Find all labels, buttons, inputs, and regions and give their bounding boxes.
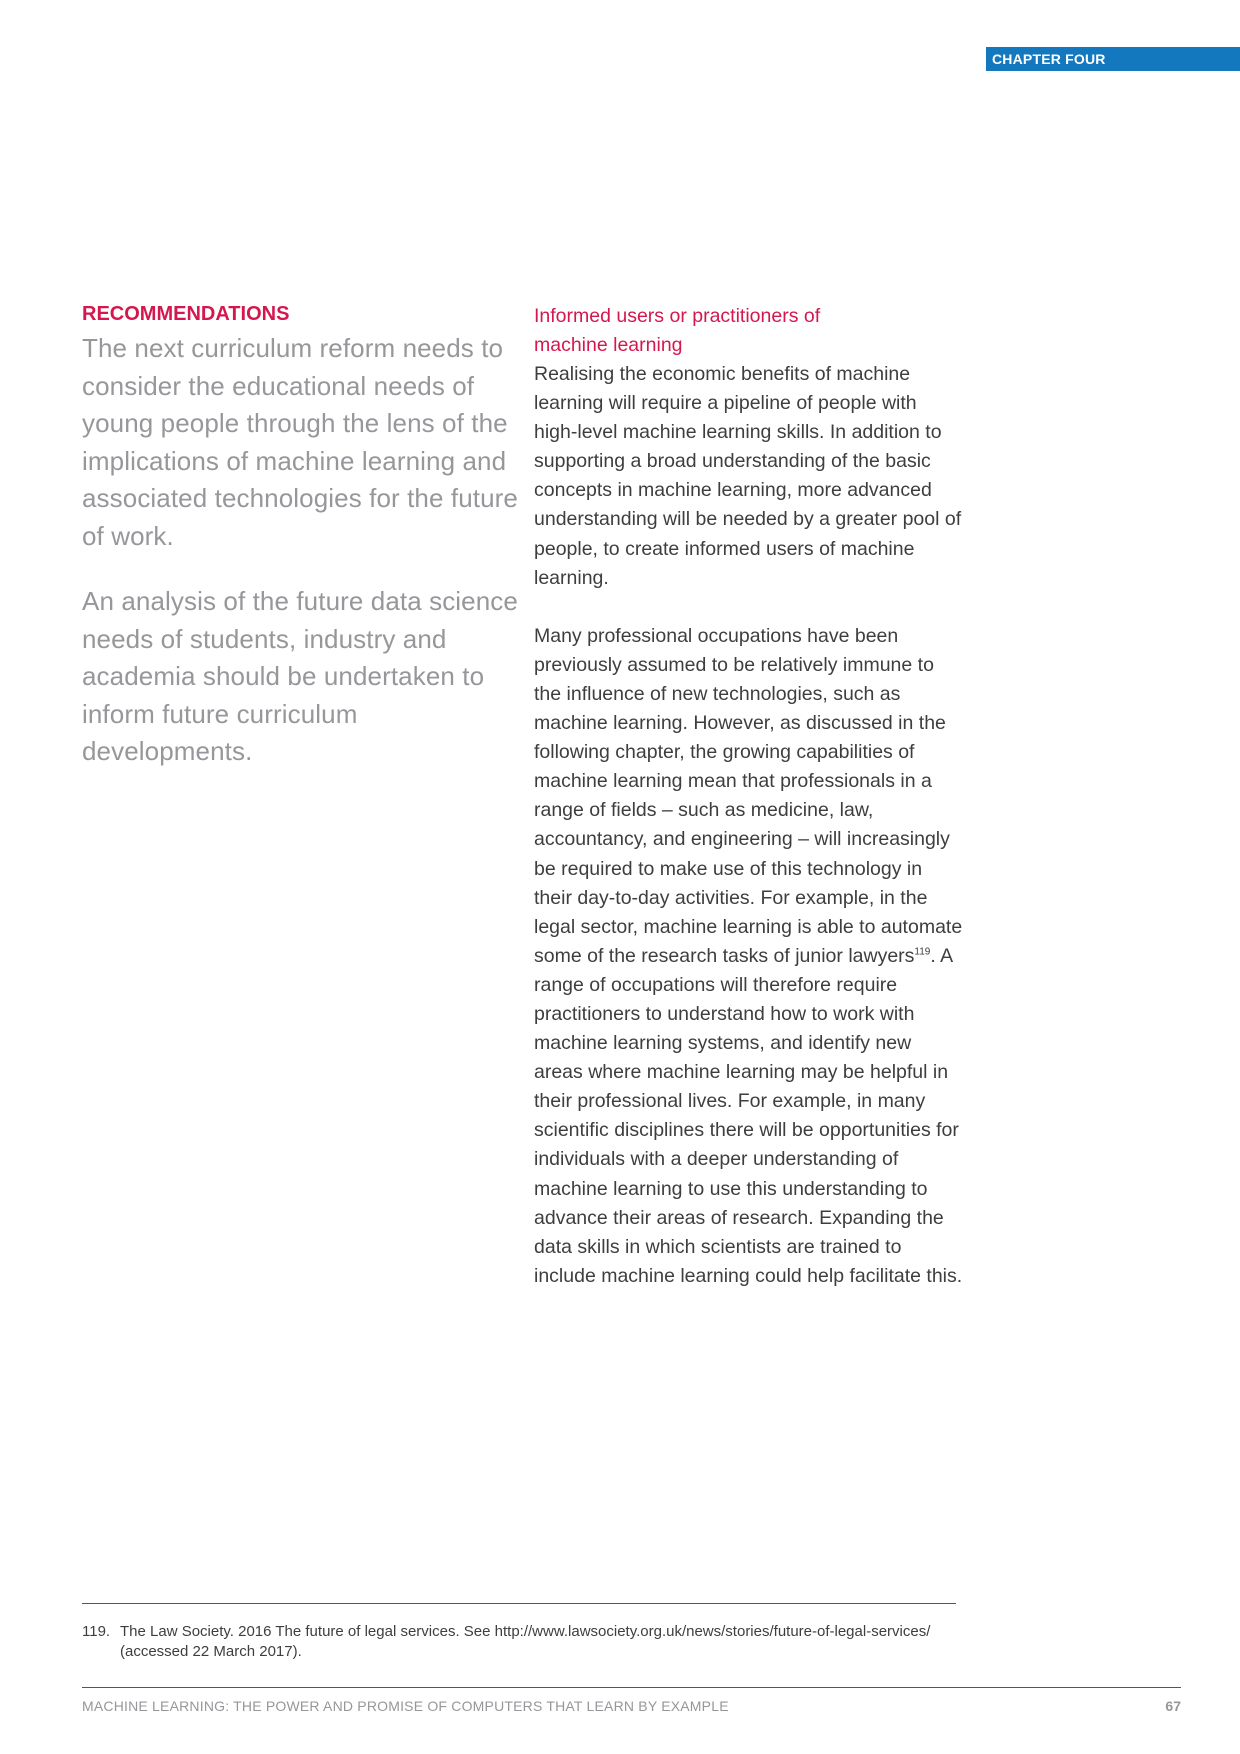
chapter-tab: CHAPTER FOUR bbox=[986, 47, 1240, 71]
recommendation-text: The next curriculum reform needs to consider the educational needs of young people through the lens of the implications of machine learning and associated technologies for the future of work. bbox=[82, 333, 518, 551]
section-heading-line: Informed users or practitioners of bbox=[534, 305, 821, 327]
body-paragraph: Realising the economic benefits of machine learning will require a pipeline of people with high-level machine learning skills. In addition to supporting a broad understanding of the basic concepts in machine learning, more advanced understanding will be needed by a greater pool of people, to create informed users of machine learning. bbox=[534, 363, 962, 589]
footer-divider bbox=[82, 1687, 1181, 1688]
footnote-reference[interactable]: 119 bbox=[914, 946, 931, 958]
recommendations-column bbox=[82, 302, 522, 799]
body-text: Many professional occupations have been previously assumed to be relatively immune to the influence of new technologies, such as machine learning. However, as discussed in the following chapter, the growing capabilities of machine learning mean that professionals in a range of fields – such as medicine, law, accountancy, and engineering – will increasingly be required to make use of this technology in their day-to-day activities. For example, in the legal sector, machine learning is able to automate some of the research tasks of junior lawyers bbox=[534, 624, 963, 967]
section-heading-line: machine learning bbox=[534, 334, 683, 356]
footnote-number: 119. bbox=[82, 1623, 111, 1640]
body-paragraph bbox=[534, 622, 964, 1291]
footnote bbox=[82, 1622, 956, 1662]
footnote-divider bbox=[82, 1603, 956, 1604]
footer-title: MACHINE LEARNING: THE POWER AND PROMISE OF COMPUTERS THAT LEARN BY EXAMPLE bbox=[82, 1698, 729, 1714]
body-column bbox=[534, 302, 964, 1291]
recommendations-heading: RECOMMENDATIONS bbox=[82, 303, 290, 325]
body-text: . A range of occupations will therefore require practitioners to understand how to work with machine learning systems, and identify new areas where machine learning may be helpful in their professional lives. For example, in many scientific disciplines there will be opportunities for individuals with a deeper understanding of machine learning to use this understanding to advance their areas of research. Expanding the data skills in which scientists are trained to include machine learning could help facilitate this. bbox=[534, 944, 963, 1287]
footnote-text: The Law Society. 2016 The future of legal services. See http://www.lawsociety.org.uk/news/stories/future-of-legal-services/ (accessed 22 March 2017). bbox=[120, 1623, 931, 1660]
page-number: 67 bbox=[1165, 1698, 1181, 1714]
recommendation-text: An analysis of the future data science needs of students, industry and academia should be undertaken to inform future curriculum developments. bbox=[82, 586, 518, 766]
section-heading bbox=[534, 302, 964, 360]
